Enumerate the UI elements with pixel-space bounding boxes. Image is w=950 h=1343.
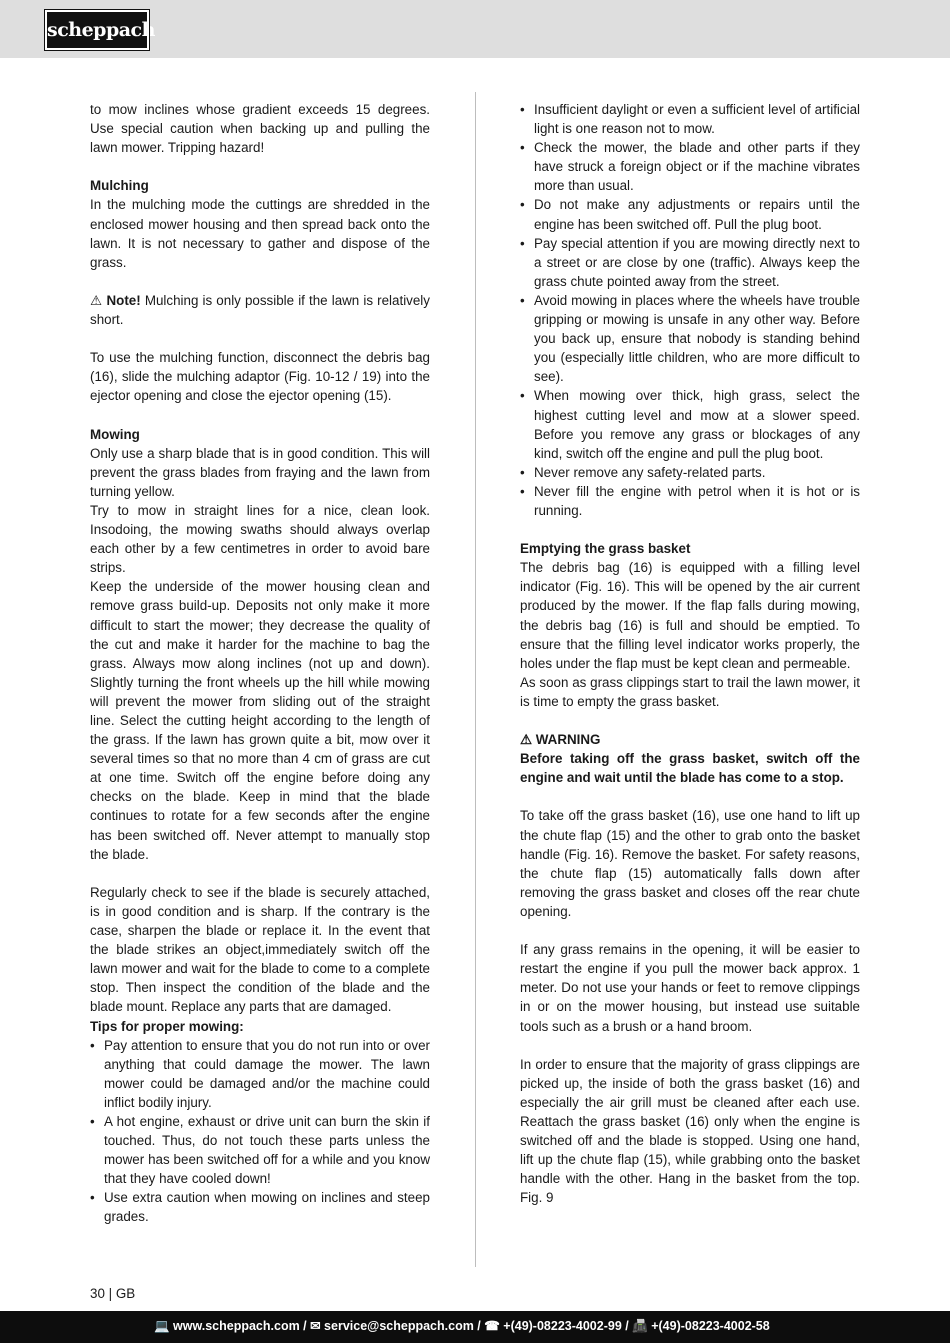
emptying-paragraph-1: The debris bag (16) is equipped with a filling level indicator (Fig. 16). This will be opened by the air current produced by the mower. If the flap falls during mowing, the debris bag (16) is full and should be emptied. To ensure that the filling level indicator works properly, the holes under the flap must be kept clean and permeable.	[520, 560, 860, 671]
mulching-paragraph: In the mulching mode the cuttings are shredded in the enclosed mower housing and then spread back onto the lawn. It is not necessary to gather and dispose of the grass.	[90, 197, 430, 270]
right-column	[520, 100, 860, 1207]
list-item: • Pay special attention if you are mowing directly next to a street or are close by one (traffic). Always keep the grass chute pointed away from the street.	[520, 234, 860, 291]
list-item: • Pay attention to ensure that you do not run into or over anything that could damage the mower. The lawn mower could be damaged and/or the machine could inflict bodily injury.	[90, 1036, 430, 1112]
mulching-heading: Mulching	[90, 178, 149, 194]
page-footer	[0, 1311, 950, 1343]
remains-paragraph: If any grass remains in the opening, it will be easier to restart the engine if you pull the mower back approx. 1 meter. Do not use your hands or feet to remove clippings in or on the mower housing, but instead use suitable tools such as a brush or a hand broom.	[520, 942, 860, 1034]
emptying-heading: Emptying the grass basket	[520, 541, 691, 557]
mowing-paragraph-2: Try to mow in straight lines for a nice, clean look. Insodoing, the mowing swaths should always overlap each other by a few centimetres in order to avoid bare strips.	[90, 502, 430, 576]
list-item: • Never remove any safety-related parts.	[520, 463, 860, 482]
list-item: • Use extra caution when mowing on inclines and steep grades.	[90, 1188, 430, 1226]
take-off-paragraph: To take off the grass basket (16), use one hand to lift up the chute flap (15) and the other to grab onto the basket handle (Fig. 16). Remove the basket. For safety reasons, the chute flap (15) automatically falls down after removing the grass basket and closes off the rear chute opening.	[520, 808, 860, 919]
note-label: Note!	[106, 292, 141, 308]
list-item: • When mowing over thick, high grass, select the highest cutting level and mow at a slower speed. Before you remove any grass or blockages of any kind, switch off the engine and pull the plug boot.	[520, 386, 860, 462]
tips-list	[90, 1036, 430, 1227]
brand-logo: scheppach	[45, 10, 149, 50]
list-item: • Avoid mowing in places where the wheels have trouble gripping or mowing is unsafe in any other way. Before you back up, ensure that nobody is standing behind you (especially little children, who are more difficult to see).	[520, 291, 860, 386]
mowing-paragraph-1: Only use a sharp blade that is in good condition. This will prevent the grass blades from fraying and the lawn from turning yellow.	[90, 445, 430, 499]
note-text: Mulching is only possible if the lawn is relatively short.	[90, 292, 430, 328]
list-item: • Insufficient daylight or even a sufficient level of artificial light is one reason not to mow.	[520, 100, 860, 138]
warning-triangle-icon: ⚠	[90, 292, 103, 308]
mulching-use-paragraph: To use the mulching function, disconnect the debris bag (16), slide the mulching adaptor (Fig. 10-12 / 19) into the ejector opening and close the ejector opening (15).	[90, 350, 430, 404]
cleaning-paragraph: In order to ensure that the majority of grass clippings are picked up, the inside of both the grass basket (16) and especially the air grill must be cleaned after each use. Reattach the grass basket (16) only when the engine is switched off and the blade is stopped. Using one hand, lift up the chute flap (15), while grabbing onto the basket handle with the other. Hang in the basket from the top. Fig. 9	[520, 1056, 860, 1206]
column-divider	[475, 92, 476, 1267]
mowing-paragraph-3: Keep the underside of the mower housing clean and remove grass build-up. Deposits not only make it more difficult to start the mower; they decrease the quality of the cut and make it harder for the machine to bag the grass. Always mow along inclines (not up and down). Slightly turning the front wheels up the hill while mowing will prevent the mower from sliding out of the straight line. Select the cutting height according to the length of the grass. If the lawn has grown quite a bit, mow over it several times so that no more than 4 cm of grass are cut at one time. Switch off the engine before doing any checks on the blade. Keep in mind that the blade continues to rotate for a few seconds after the engine has been switched off. Never attempt to manually stop the blade.	[90, 579, 430, 862]
left-column	[90, 100, 430, 1227]
warning-text: Before taking off the grass basket, switch off the engine and wait until the blade has come to a stop.	[520, 751, 860, 786]
list-item: • Check the mower, the blade and other parts if they have struck a foreign object or if the machine vibrates more than usual.	[520, 138, 860, 195]
intro-paragraph: to mow inclines whose gradient exceeds 15 degrees. Use special caution when backing up and pulling the lawn mower. Tripping hazard!	[90, 102, 430, 156]
emptying-paragraph-2: As soon as grass clippings start to trail the lawn mower, it is time to empty the grass basket.	[520, 674, 860, 709]
list-item: • A hot engine, exhaust or drive unit can burn the skin if touched. Thus, do not touch these parts unless the mower has been switched off for a while and you know that they have cooled down!	[90, 1112, 430, 1188]
mulching-note	[90, 291, 430, 329]
page-header	[0, 0, 950, 58]
safety-list	[520, 100, 860, 520]
list-item: • Never fill the engine with petrol when it is hot or is running.	[520, 482, 860, 520]
warning-triangle-icon: ⚠	[520, 732, 533, 748]
mowing-heading: Mowing	[90, 426, 140, 442]
tips-heading: Tips for proper mowing:	[90, 1018, 244, 1034]
warning-label: WARNING	[535, 732, 601, 748]
blade-check-paragraph: Regularly check to see if the blade is securely attached, is in good condition and is sharp. If the contrary is the case, sharpen the blade or replace it. In the event that the blade strikes an object,immediately switch off the lawn mower and wait for the blade to come to a complete stop. Then inspect the condition of the blade and the blade mount. Replace any parts that are damaged.	[90, 884, 430, 1015]
page-number: 30 | GB	[90, 1286, 136, 1301]
footer-contact: 💻 www.scheppach.com / ✉ service@scheppach.com / ☎ +(49)-08223-4002-99 / 📠 +(49)-08223-4002-58	[154, 1319, 770, 1333]
list-item: • Do not make any adjustments or repairs until the engine has been switched off. Pull the plug boot.	[520, 195, 860, 233]
warning-heading	[520, 730, 860, 749]
